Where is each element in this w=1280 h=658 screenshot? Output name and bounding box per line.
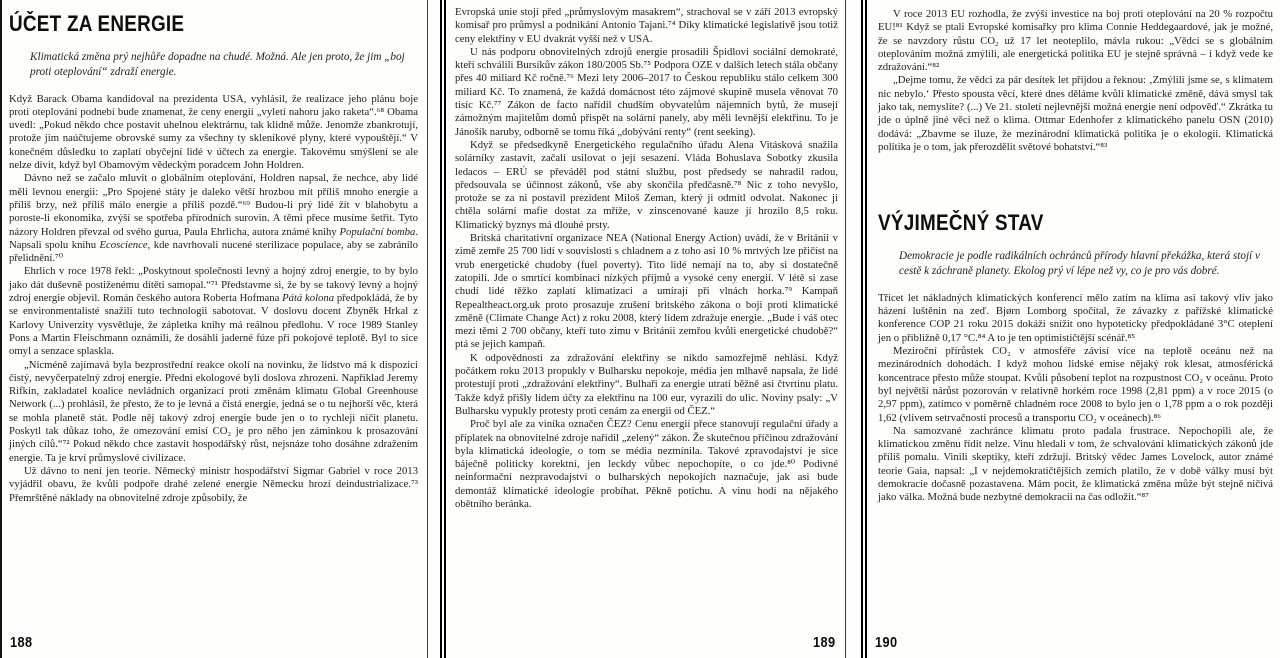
paragraph: „Nicméně zajímavá byla bezprostřední reakce okolí na novinku, že lidstvo má k dispozici čistý, nevyčerpatelný zdroj energie. Přední ekologové byli doslova zhrozeni. Například Jeremy Rifkin, zakladatel koalice nevládních organizací proti změnám klimatu Global Greenhouse Network (...) prohlásil, že přesto, že to je levná a čistá energie, jedná se o tu nejhorší věc, která se mohla planetě stát. Podle něj takový zdroj energie bude jen o to rychleji ničit planetu. Poskytl tak důkaz toho, že omezování emisí CO₂ je pro něho jen záminkou k prosazování jiných cílů.“⁷² Pokud někdo chce zastavit hospodářský růst, nejsnáze toho dosáhne zdražením energie. Ta je krví průmyslové civilizace. (9, 358, 418, 464)
paragraph: Evropská unie stojí před „průmyslovým masakrem“, strachoval se v září 2013 evropský komisař pro průmysl a podnikání Antonio Tajani.⁷⁴ Díky klimatické legislativě jsou totiž ceny elektřiny v EU dvakrát vyšší než v USA. (455, 6, 838, 45)
paragraph: Když se předsedkyně Energetického regulačního úřadu Alena Vitásková snažila solárníky zastavit, začali usilovat o její sesazení. Vláda Bohuslava Sobotky zkusila ledacos – ERÚ se převáděl pod státní službu, post předsedy se nahradil radou, předsouvala se účinnost zákonů, vše aby skončila předčasně.⁷⁸ Nic z toho nevyšlo, protože se za ni postavil prezident Miloš Zeman, který ji odmítl odvolat. Nakonec ji chtěla solární mafie dostat za mříže, v zinscenované kauze jí hrozilo 8,5 roku. Klimatický byznys má dlouhé prsty. (455, 138, 838, 231)
paragraph: Na samozvané zachránce klimatu proto padala frustrace. Nepochopili ale, že klimatickou změnu řídit nelze. Vinu hledali v tom, že schvalování klimatických zákonů jde příliš pomalu. Vinili skeptiky, kteří zdržují. Britský vědec James Lovelock, autor známé teorie Gaia, napsal: „I v nejdemokratičtějších zemích platilo, že v době války musí být demokracie dočasně pozastavena. Mám pocit, že klimatická změna může být stejně ničivá jako válka. Možná bude nezbytné demokracii na čas odložit.“⁸⁷ (878, 424, 1273, 504)
paragraph: „Dejme tomu, že vědci za pár desítek let přijdou a řeknou: ‚Zmýlili jsme se, s klimatem nic nebylo.‘ Přesto spousta věcí, které dnes děláme kvůli klimatické změně, dává smysl tak jako tak, nemyslíte? (...) Ve 21. století nejlevnější možná energie není odpověď.“ Zkrátka tu jde o úplně jiné věci než o klima. Ottmar Edenhofer z klimatického panelu OSN (2010) dodává: „Zbavme se iluze, že mezinárodní klimatická politika je o ekologii. Klimatická politika je o tom, jak přerozdělit světové bohatství.“⁸³ (878, 74, 1273, 153)
page-gutter (846, 0, 861, 658)
page-190 (861, 0, 1280, 658)
chapter-heading: ÚČET ZA ENERGIE (9, 11, 185, 36)
chapter-epigraph: Klimatická změna prý nejhůře dopadne na chudé. Možná. Ale jen proto, že jim „boj proti oteplování“ zdraží energie. (30, 51, 405, 78)
page-number: 189 (813, 634, 836, 651)
page-gutter (428, 0, 440, 658)
paragraph: V roce 2013 EU rozhodla, že zvýší investice na boj proti oteplování na 20 % rozpočtu EU!⁸¹ Když se ptali Evropské komisařky pro klima Connie Heddegaardové, jak je možné, že se navzdory růstu CO₂ už 17 let neoteplilo, mávla rukou: „Vědci se s globálním oteplováním možná zmýlili, ale energetická politika EU je stejně správná – i když vede ke zdražování.“⁸² (878, 8, 1273, 74)
paragraph: Britská charitativní organizace NEA (National Energy Action) uvádí, že v Británii v zimě zemře 25 700 lidí v souvislosti s chladnem a z toho asi 10 % mrtvých lze přičíst na vrub energetické chudoby (fuel poverty). Tito lidé nemají na to, aby si dostatečně zatopili. Jde o smrtící kombinaci nízkých příjmů a vysoké ceny energií. V létě si zase chudí lidé těžko zaplatí klimatizaci a umírají při vlnách horka.⁷⁹ Kampaň Repealtheact.org.uk proto prosazuje zrušení britského zákona o boji proti klimatické změně (Climate Change Act) z roku 2008, který lidem zdražuje energie. „Bude i váš otec mezi těmi 2 700 občany, kteří tuto zimu v Británii zemřou kvůli energetické chudobě?“ ptá se jejich kampaň. (455, 232, 838, 351)
paragraph: Už dávno to není jen teorie. Německý ministr hospodářství Sigmar Gabriel v roce 2013 vyjádřil obavu, že kvůli podpoře drahé zelené energie Německu hrozí deindustrializace.⁷³ Přemrštěné náklady na obnovitelné zdroje způsobily, že (9, 464, 418, 504)
paragraph: Ehrlich v roce 1978 řekl: „Poskytnout společnosti levný a hojný zdroj energie, to by bylo jako dát duševně postiženému dítěti samopal.“⁷¹ Představme si, že by se takový levný a hojný zdroj energie objevil. Román českého autora Roberta Hofmana Pátá kolona předpokládá, že by se environmentalisté snažili tuto technologii sabotovat. V doslovu docent Zbyněk Hrkal z Karlovy Univerzity vysvětluje, že zápletka knihy má reálnou předlohu. V roce 1989 Stanley Pons a Martin Fleischmann oznámili, že dosáhli jaderné fúze při pokojové teplotě. Byl to sice omyl a senzace splaskla. (9, 265, 418, 358)
book-title: Populační bomba (339, 225, 416, 238)
page-188 (0, 0, 428, 658)
chapter-epigraph: Demokracie je podle radikálních ochránců přírody hlavní překážka, která stojí v cestě k záchraně planety. Ekolog prý ví lépe než vy, co je pro vás dobré. (899, 250, 1260, 278)
paragraph: U nás podporu obnovitelných zdrojů energie prosadili Špidlovi sociální demokraté, kteří schválili Bursíkův zákon 180/2005 Sb.⁷⁵ Podpora OZE v dalších letech stála občany přes 40 miliard Kč ročně.⁷⁶ Mezi lety 2006–2017 to Českou republiku stálo celkem 300 miliard Kč. To znamená, že každá domácnost této zájmové skupině musela věnovat 70 tisíc Kč.⁷⁷ Zákon de facto nařídil chudším obyvatelům nájemních bytů, že musejí zámožným majitelům domů přispět na solární panely, aby měli levnější elektřinu. To je Jánošík naruby, odborně se tomu říká „dobývání renty“ (rent seeking). (455, 45, 838, 138)
paragraph: Dávno než se začalo mluvit o globálním oteplování, Holdren napsal, že nechce, aby lidé měli levnou energii: „Pro Spojené státy je daleko větší hrozbou mít příliš mnoho energie a příliš brzy, než příliš málo energie a příliš pozdě.“⁶⁹ Budou-li prý lidé žít v blahobytu a poroste-li ekonomika, zvýší se spotřeba přírodních surovin. A těmi přece musíme šetřit. Tyto názory Holdren převzal od svého gurua, Paula Ehrlicha, autora známé knihy Populační bomba. Napsali spolu knihu Ecoscience, kde navrhovali nucené sterilizace populace, aby se zabránilo přelidnění.⁷⁰ (9, 172, 418, 265)
page-number: 188 (10, 634, 33, 651)
paragraph: K odpovědnosti za zdražování elektřiny se nikdo samozřejmě nehlásí. Když počátkem roku 2013 propukly v Bulharsku nepokoje, média jen mlhavě napsala, že lidé protestují proti „zdražování elektřiny“. Bulhaři za energie utratí běžně asi čtvrtinu platu. Takže když přišly lidem účty za elektřinu na 100 eur, vyrazili do ulic. Noviny psaly: „V Bulharsku vypukly protesty proti cenám za energii od ČEZ.“ (455, 351, 838, 417)
page-189 (440, 0, 846, 658)
book-title: Ecoscience (99, 238, 148, 251)
paragraph: Meziroční přírůstek CO₂ v atmosféře závisí více na teplotě oceánu než na mezinárodních dohodách. I když mohou lidské emise nějaký rok klesat, atmosférická koncentrace přesto může stoupat. Kvůli působení teplot na rozpustnost CO₂ v oceánu. Proto byl největší nárůst pozorován v relativně horkém roce 1998 (2,81 ppm) a v roce 2015 (o 2,97 ppm), zatímco v poměrně chladném roce 2008 to bylo jen o 1,78 ppm a o rok později 1,62 (vlivem setrvačnosti procesů a transportu CO₂ v oceánech).⁸⁶ (878, 345, 1273, 424)
paragraph: Proč byl ale za viníka označen ČEZ? Cenu energií přece stanovují regulační úřady a příplatek na obnovitelné zdroje nařídil „zelený“ zákon. Že skutečnou příčinou zdražování byla klimatická ideologie, o tom se média nezmínila. Takové zpravodajství je sice báječně politicky korektní, jen leckdy vůbec nepochopíte, o co jde.⁸⁰ Podivné neinformační nezpravodajství o bulharských nepokojích naznačuje, jak asi bude demontáž klimatické ideologie probíhat. Pěkně potichu. A vinu hodí na nějakého obětního beránka. (455, 418, 838, 510)
page-content (867, 0, 1280, 505)
book-title: Pátá kolona (282, 292, 335, 305)
paragraph: Třicet let nákladných klimatických konferencí mělo zatím na klima asi takový vliv jako házení luštěnin na zeď. Bjørn Lomborg spočítal, že závazky z pařížské klimatické konference COP 21 roku 2015 dokáží snížit ono hypoteticky předpokládané 3°C oteplení jen o přibližně 0,17 °C.⁸⁴ A to je ten optimističtější scénář.⁸⁵ (878, 291, 1273, 344)
chapter-heading: VÝJIMEČNÝ STAV (878, 210, 1044, 236)
page-content (446, 0, 845, 511)
paragraph: Když Barack Obama kandidoval na prezidenta USA, vyhlásil, že realizace jeho plánu boje proti oteplování podnebí bude znamenat, že ceny energií „vyletí nahoru jako raketa“.⁶⁸ Obama uvedl: „Pokud někdo chce postavit uhelnou elektrárnu, tak klidně může. Jenomže zbankrotují, protože jim naúčtujeme obrovské sumy za všechny ty skleníkové plyny, které vypouštějí.“ V konečném důsledku to zaplatí obyčejní lidé v účtech za energie. Takovému smýšlení se ale nelze divit, když byl Obamovým vědeckým poradcem John Holdren. (9, 92, 418, 172)
page-number: 190 (875, 634, 898, 651)
page-content (2, 0, 427, 505)
